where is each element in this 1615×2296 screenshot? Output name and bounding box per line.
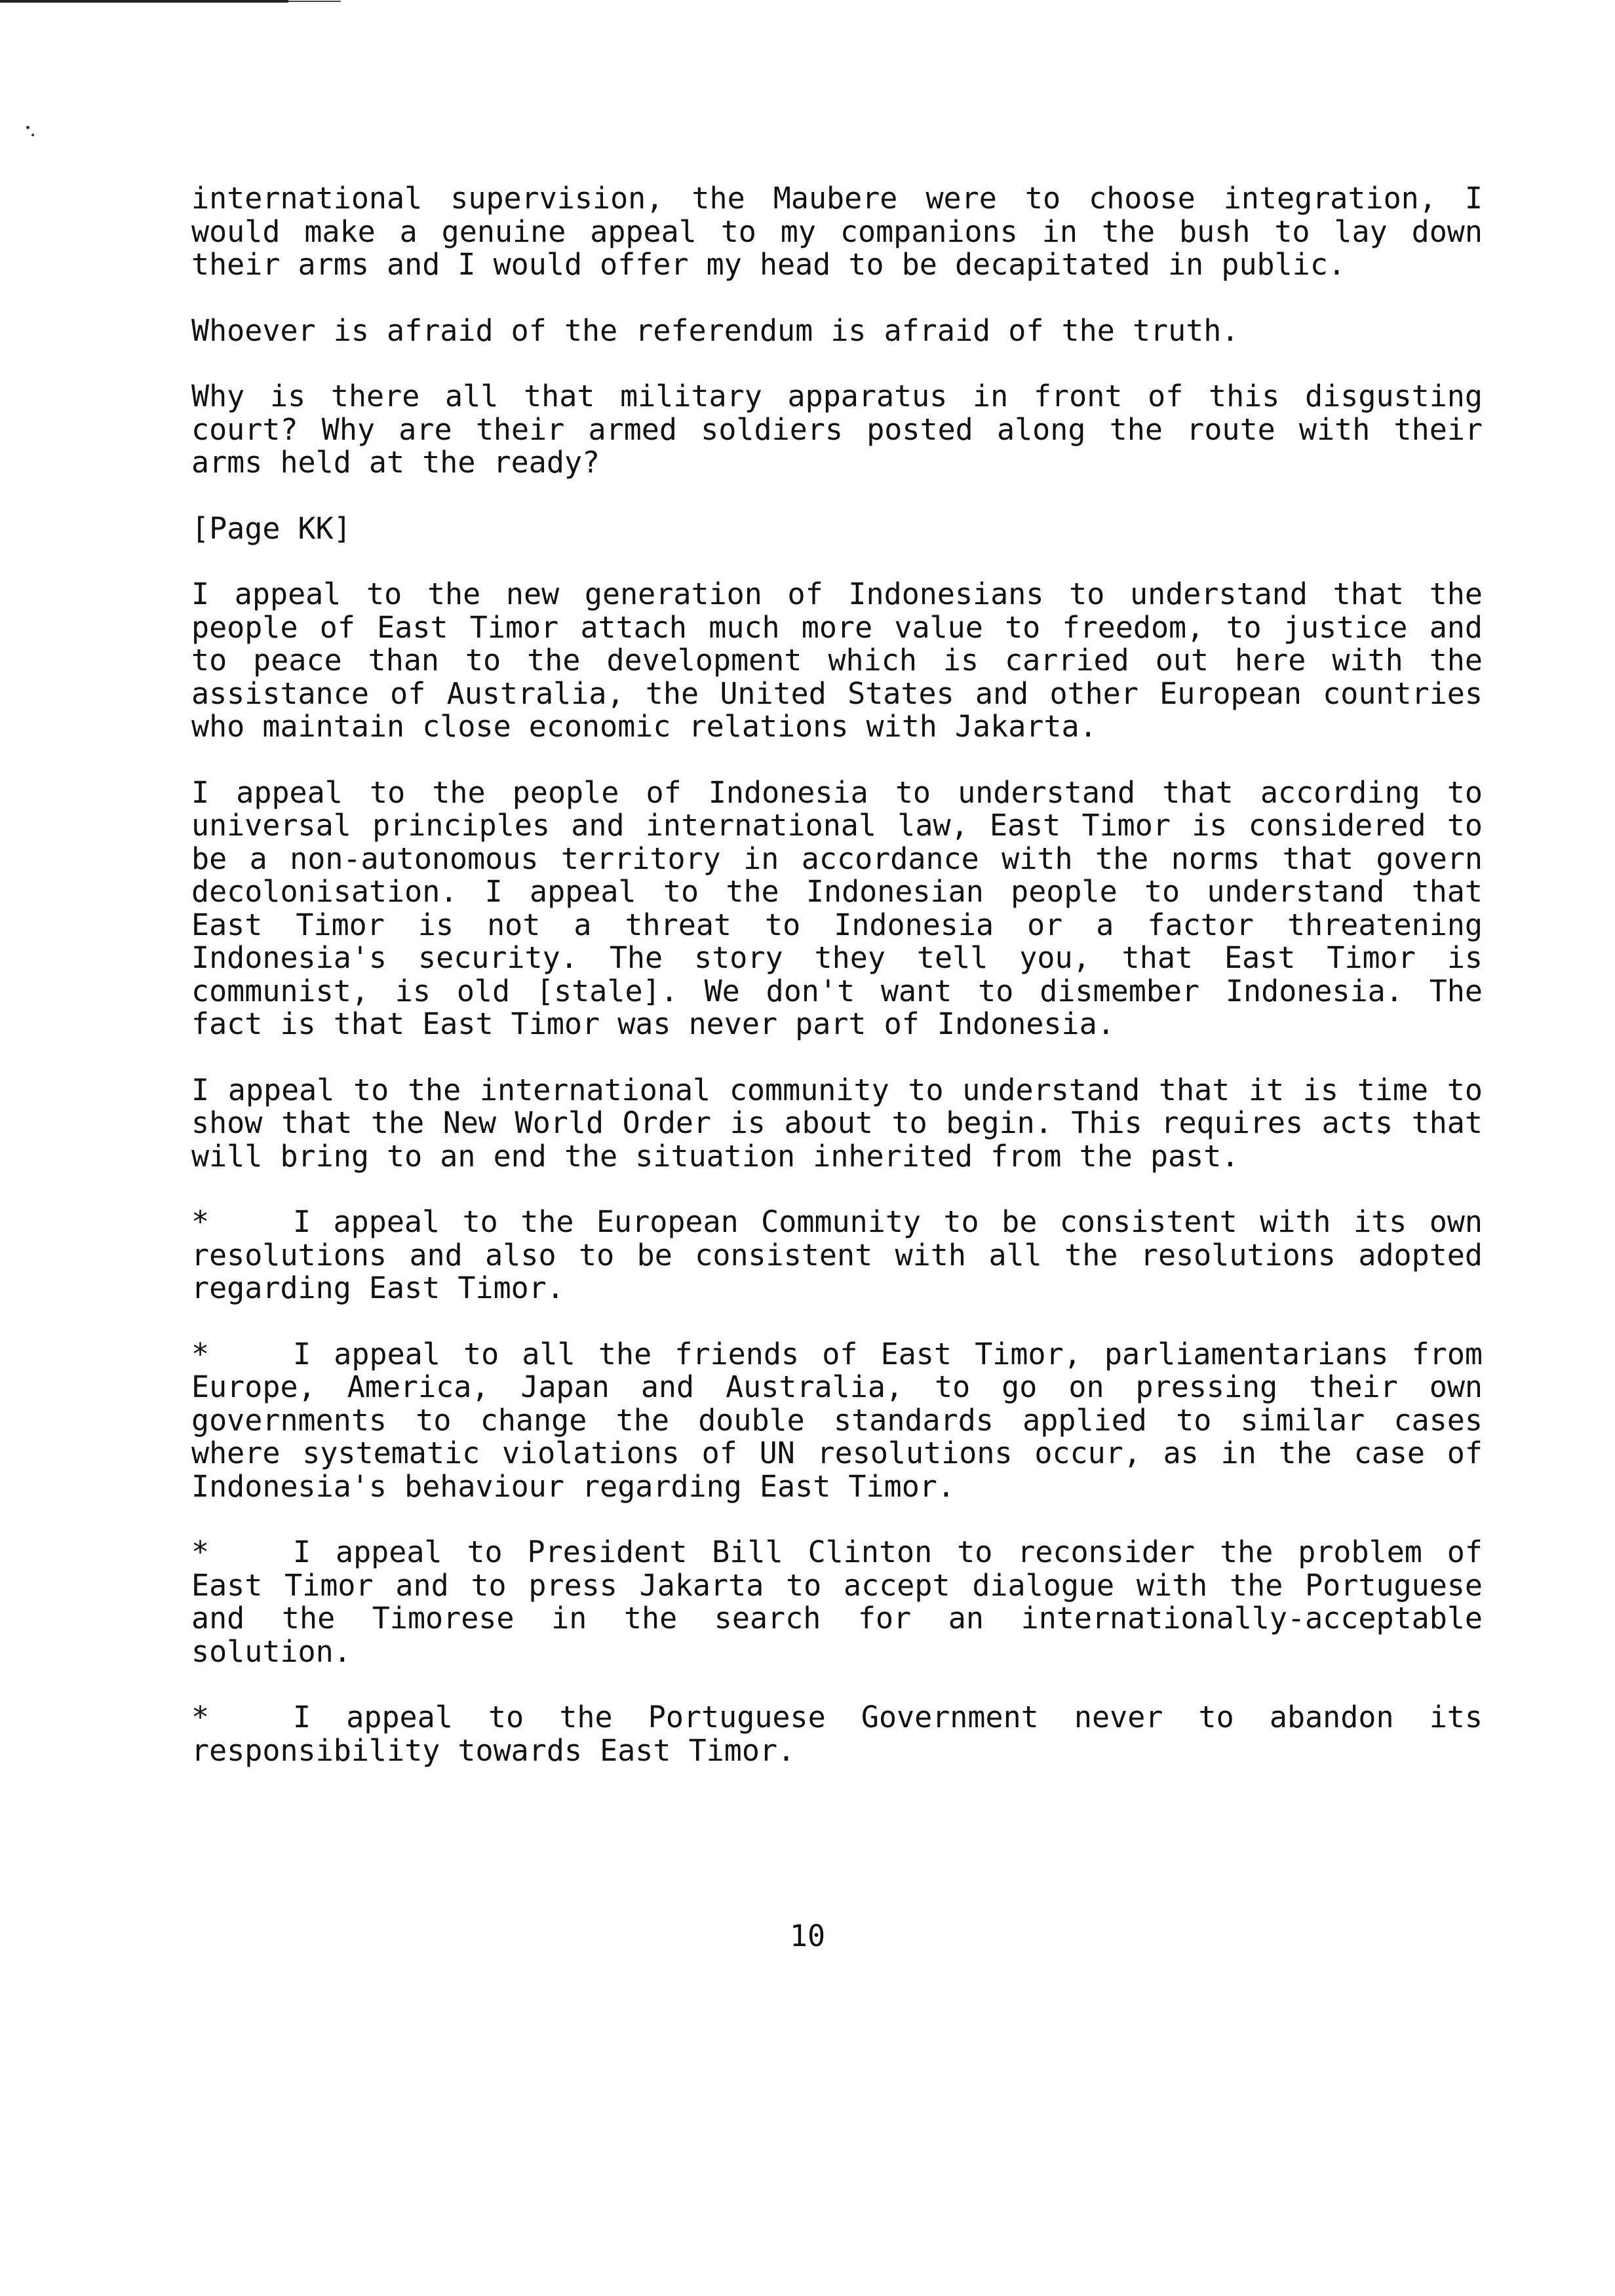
bullet-marker: * xyxy=(191,1336,210,1371)
scan-edge-mark xyxy=(0,0,288,3)
bullet-text: I appeal to the European Community to be consistent with its own resolutions and also to be consistent with all the resolutions adopted regarding East Timor. xyxy=(191,1204,1501,1305)
bullet-text: I appeal to President Bill Clinton to reconsider the problem of East Timor and to press Jakarta to accept dialogue with the Portuguese and the Timorese in the search for an internationally-acceptable solution. xyxy=(191,1535,1501,1669)
paragraph: Whoever is afraid of the referendum is afraid of the truth. xyxy=(191,313,1239,348)
bullet-text: I appeal to all the friends of East Timor, parliamentarians from Europe, America, Japan and Australia, to go on pressing their own governments to change the double standards applied to similar cases where systematic violations of UN resolutions occur, as in the case of Indonesia's behaviour regarding East Timor. xyxy=(191,1336,1501,1504)
scan-speck xyxy=(26,126,29,129)
bullet-marker: * xyxy=(191,1204,210,1239)
bullet-paragraph xyxy=(191,1700,1501,1768)
scan-speck xyxy=(31,134,34,136)
bullet-marker: * xyxy=(191,1535,210,1569)
page-number: 10 xyxy=(789,1919,826,1953)
scan-edge-mark xyxy=(288,1,341,2)
bullet-marker: * xyxy=(191,1700,210,1734)
paragraph: I appeal to the people of Indonesia to understand that according to universal principles and international law, East Timor is considered to be a non-autonomous territory in accordance with the norms that govern decolonisation. I appeal to the Indonesian people to understand that East Timor is not a threat to Indonesia or a factor threatening Indonesia's security. The story they tell you, that East Timor is communist, is old [stale]. We don't want to dismember Indonesia. The fact is that East Timor was never part of Indonesia. xyxy=(191,775,1501,1041)
page-reference: [Page KK] xyxy=(191,510,351,546)
bullet-paragraph xyxy=(191,1336,1501,1504)
paragraph: I appeal to the new generation of Indonesians to understand that the people of East Timor attach much more value to freedom, to justice and to peace than to the development which is carried out here with the assistance of Australia, the United States and other European countries who maintain close economic relations with Jakarta. xyxy=(191,577,1501,744)
paragraph: Why is there all that military apparatus in front of this disgusting court? Why are their armed soldiers posted along the route with their arms held at the ready? xyxy=(191,379,1501,480)
paragraph: international supervision, the Maubere were to choose integration, I would make a genuine appeal to my companions in the bush to lay down their arms and I would offer my head to be decapitated in public. xyxy=(191,181,1501,282)
bullet-paragraph xyxy=(191,1204,1501,1305)
paragraph: I appeal to the international community to understand that it is time to show that the New World Order is about to begin. This requires acts that will bring to an end the situation inherited from the past. xyxy=(191,1072,1501,1174)
bullet-text: I appeal to the Portuguese Government never to abandon its responsibility towards East Timor. xyxy=(191,1700,1501,1768)
document-body xyxy=(191,181,1501,1800)
bullet-paragraph xyxy=(191,1535,1501,1669)
